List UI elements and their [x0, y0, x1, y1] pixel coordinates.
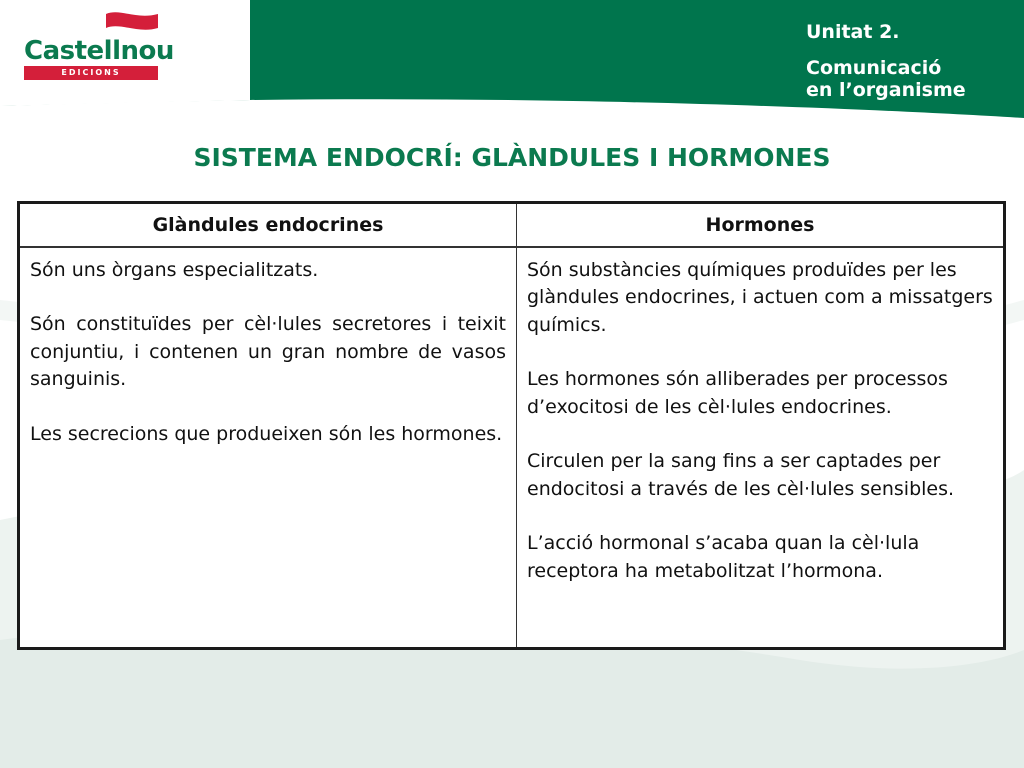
logo-tagline: EDICIONS [24, 66, 158, 80]
hormones-paragraph: L’acció hormonal s’acaba quan la cèl·lula receptora ha metabolitzat l’hormona. [527, 532, 920, 582]
glands-cell [19, 247, 517, 649]
glands-hormones-table [17, 201, 1006, 650]
header-glands: Glàndules endocrines [19, 203, 517, 247]
glands-paragraph: Les secrecions que produeixen són les hormones. [30, 422, 503, 445]
unit-subtitle-line: en l’organisme [806, 79, 966, 101]
table-row [19, 247, 1005, 649]
hormones-paragraph: Són substàncies químiques produïdes per les glàndules endocrines, i actuen com a missatgers químics. [527, 258, 993, 336]
flag-icon [102, 10, 162, 36]
table-header-row [19, 203, 1005, 247]
glands-paragraph: Són constituïdes per cèl·lules secretores i teixit conjuntiu, i contenen un gran nombre de vasos sanguinis. [30, 313, 506, 390]
unit-subtitle-line: Comunicació [806, 57, 942, 79]
unit-title: Unitat 2. [806, 21, 900, 43]
unit-subtitle [806, 57, 966, 101]
page-title: SISTEMA ENDOCRÍ: GLÀNDULES I HORMONES [193, 143, 831, 172]
castellnou-logo [22, 10, 174, 80]
glands-paragraph: Són uns òrgans especialitzats. [30, 258, 319, 281]
hormones-cell [517, 247, 1005, 649]
header-hormones: Hormones [517, 203, 1005, 247]
logo-wordmark: Castellnou [24, 36, 174, 66]
hormones-paragraph: Les hormones són alliberades per processos d’exocitosi de les cèl·lules endocrines. [527, 368, 948, 418]
hormones-paragraph: Circulen per la sang fins a ser captades per endocitosi a través de les cèl·lules sensibles. [527, 450, 955, 500]
